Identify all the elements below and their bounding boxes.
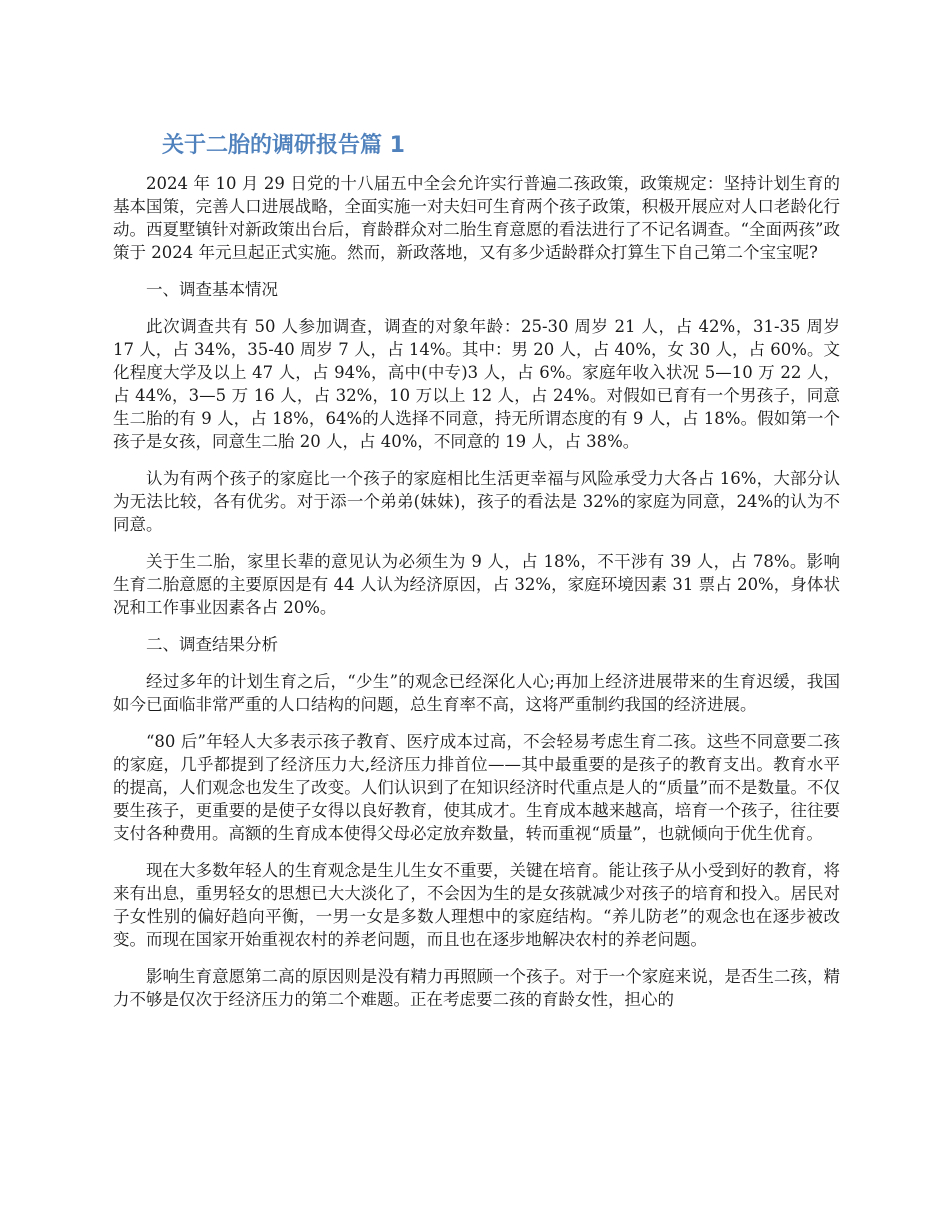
paragraph-survey-stats: 此次调查共有 50 人参加调查，调查的对象年龄：25-30 周岁 21 人，占 42%，31-35 周岁 17 人，占 34%，35-40 周岁 7 人，占 14%。其中：男 20 人，占 40%，女 30 人，占 60%。文化程度大学及以上 47 人，占 94%，高中(中专)3 人，占 6%。家庭年收入状况 5—10 万 22 人，占 44%，3—5 万 16 人，占 32%，10 万以上 12 人，占 24%。对假如已育有一个男孩子，同意生二胎的有 9 人，占 18%，64%的人选择不同意，持无所谓态度的有 9 人，占 18%。假如第一个孩子是女孩，同意生二胎 20 人，占 40%，不同意的 19 人，占 38%。 bbox=[113, 317, 840, 451]
paragraph-policy-intro: 2024 年 10 月 29 日党的十八届五中全会允许实行普遍二孩政策，政策规定：坚持计划生育的基本国策，完善人口进展战略，全面实施一对夫妇可生育两个孩子政策，积极开展应对人口老龄化行动。西夏墅镇针对新政策出台后，育龄群众对二胎生育意愿的看法进行了不记名调查。“全面两孩”政策于 2024 年元旦起正式实施。然而，新政落地，又有多少适龄群众打算生下自己第二个宝宝呢? bbox=[113, 174, 840, 262]
document-body bbox=[113, 172, 840, 1025]
paragraph-post80-costs: “80 后”年轻人大多表示孩子教育、医疗成本过高，不会轻易考虑生育二孩。这些不同意要二孩的家庭，几乎都提到了经济压力大,经济压力排首位——其中最重要的是孩子的教育支出。教育水平的提高，人们观念也发生了改变。人们认识到了在知识经济时代重点是人的“质量”而不是数量。不仅要生孩子，更重要的是使子女得以良好教育，使其成才。生育成本越来越高，培育一个孩子，往往要支付各种费用。高额的生育成本使得父母必定放弃数量，转而重视“质量”，也就倾向于优生优育。 bbox=[113, 732, 840, 843]
document-title: 关于二胎的调研报告篇 1 bbox=[162, 133, 405, 158]
section-heading-analysis: 二、调查结果分析 bbox=[146, 635, 278, 654]
paragraph-gender-views: 现在大多数年轻人的生育观念是生儿生女不重要，关键在培育。能让孩子从小受到好的教育，将来有出息，重男轻女的思想已大大淡化了，不会因为生的是女孩就减少对孩子的培育和投入。居民对子女性别的偏好趋向平衡，一男一女是多数人理想中的家庭结构。“养儿防老”的观念也在逐步被改变。而现在国家开始重视农村的养老问题，而且也在逐步地解决农村的养老问题。 bbox=[113, 861, 840, 949]
paragraph-two-children-views: 认为有两个孩子的家庭比一个孩子的家庭相比生活更幸福与风险承受力大各占 16%，大部分认为无法比较，各有优劣。对于添一个弟弟(妹妹)，孩子的看法是 32%的家庭为同意，24%的认为不同意。 bbox=[113, 469, 840, 534]
paragraph-elders-opinion: 关于生二胎，家里长辈的意见认为必须生为 9 人，占 18%，不干涉有 39 人，占 78%。影响生育二胎意愿的主要原因是有 44 人认为经济原因，占 32%，家庭环境因素 31 票占 20%，身体状况和工作事业因素各占 20%。 bbox=[113, 552, 840, 617]
section-heading-basic-info: 一、调查基本情况 bbox=[146, 280, 278, 299]
paragraph-fewer-births: 经过多年的计划生育之后，“少生”的观念已经深化人心;再加上经济进展带来的生育迟缓，我国如今已面临非常严重的人口结构的问题，总生育率不高，这将严重制约我国的经济进展。 bbox=[113, 672, 840, 714]
paragraph-energy-reason: 影响生育意愿第二高的原因则是没有精力再照顾一个孩子。对于一个家庭来说，是否生二孩，精力不够是仅次于经济压力的第二个难题。正在考虑要二孩的育龄女性，担心的 bbox=[113, 967, 840, 1009]
